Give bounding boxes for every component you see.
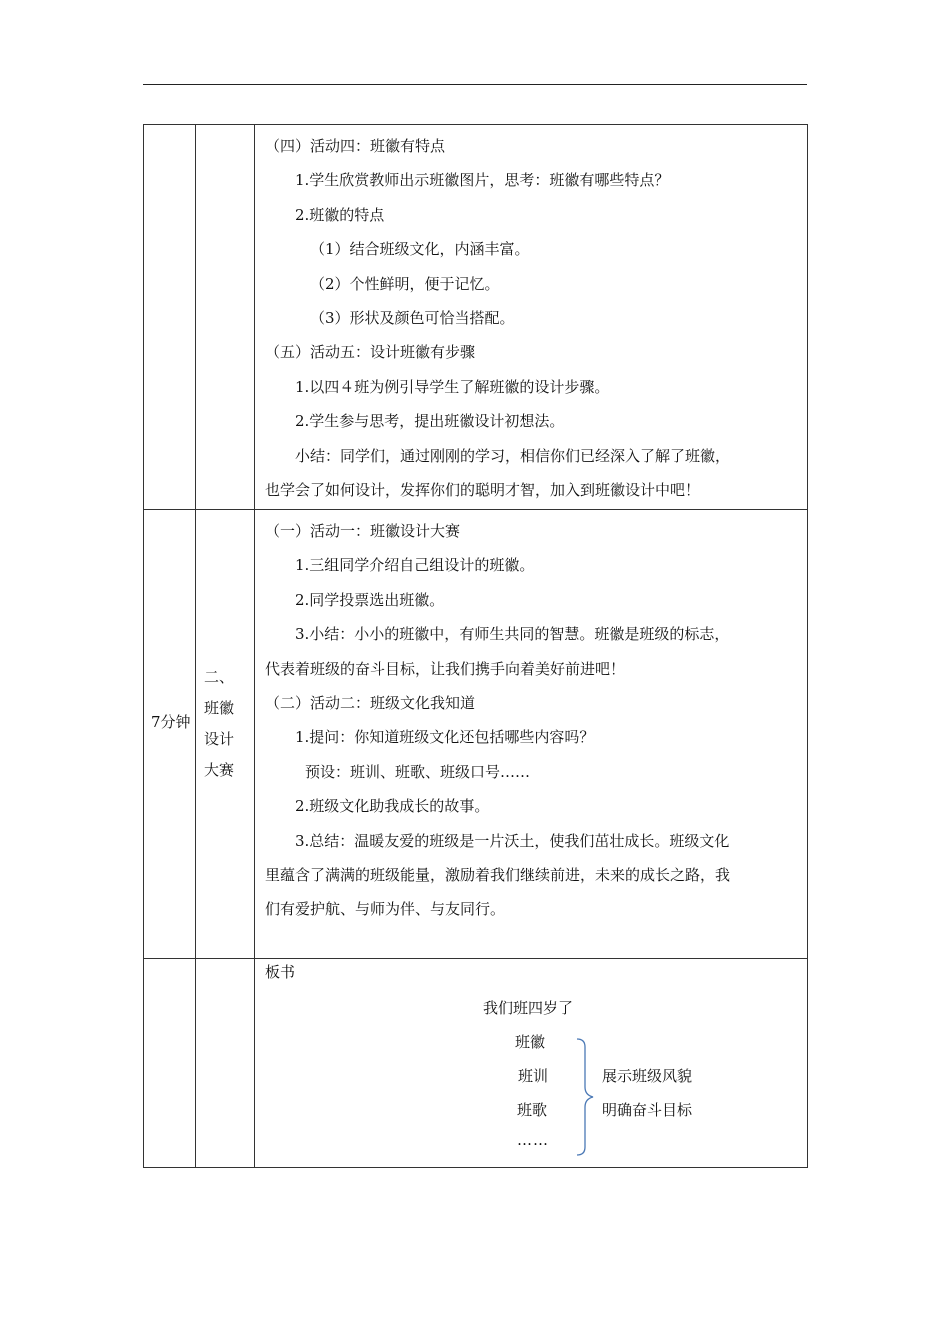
stage-line: 二、	[204, 668, 235, 686]
content-line: 1.三组同学介绍自己组设计的班徽。	[295, 556, 535, 575]
content-line: （3）形状及颜色可恰当搭配。	[310, 309, 515, 328]
content-line: （二）活动二：班级文化我知道	[265, 694, 476, 713]
stage-label	[204, 662, 248, 786]
content-line: 2.班级文化助我成长的故事。	[295, 797, 490, 816]
board-label: 板书	[265, 963, 296, 981]
header-rule	[143, 84, 807, 85]
stage-cell	[196, 959, 255, 1168]
stage-line: 大赛	[204, 761, 235, 779]
content-line: 2.同学投票选出班徽。	[295, 590, 445, 609]
content-line: 也学会了如何设计，发挥你们的聪明才智，加入到班徽设计中吧！	[265, 481, 701, 500]
content-line: 里蕴含了满满的班级能量，激励着我们继续前进，未来的成长之路，我	[265, 866, 731, 885]
content-line: （四）活动四：班徽有特点	[265, 137, 446, 155]
content-line: 1.学生欣赏教师出示班徽图片，思考：班徽有哪些特点？	[295, 171, 670, 190]
content-line: 3.总结：温暖友爱的班级是一片沃土，使我们茁壮成长。班级文化	[295, 831, 730, 850]
time-cell	[144, 125, 196, 510]
board-item: 班训	[518, 1067, 549, 1085]
lesson-plan-table	[143, 124, 808, 1168]
content-line: 小结：同学们，通过刚刚的学习，相信你们已经深入了解了班徽，	[295, 446, 731, 465]
content-line: 1.以四４班为例引导学生了解班徽的设计步骤。	[295, 377, 610, 396]
time-label: 7分钟	[151, 713, 191, 731]
board-title: 我们班四岁了	[483, 999, 574, 1017]
table-row-activity	[144, 125, 808, 510]
stage-cell	[196, 125, 255, 510]
board-summary: 明确奋斗目标	[602, 1101, 693, 1119]
content-cell	[255, 125, 808, 510]
blackboard-design	[255, 959, 807, 1167]
activity-content	[255, 125, 807, 507]
board-item: 班徽	[515, 1033, 546, 1051]
content-line: （2）个性鲜明，便于记忆。	[310, 274, 500, 293]
time-cell	[144, 959, 196, 1168]
content-line: 2.学生参与思考，提出班徽设计初想法。	[295, 412, 565, 431]
time-cell	[144, 510, 196, 959]
content-line: 3.小结：小小的班徽中，有师生共同的智慧。班徽是班级的标志，	[295, 625, 730, 644]
stage-line: 班徽	[204, 699, 235, 717]
curly-brace-icon	[573, 1037, 597, 1157]
content-cell	[255, 510, 808, 959]
table-row-board	[144, 959, 808, 1168]
content-line: 代表着班级的奋斗目标，让我们携手向着美好前进吧！	[265, 659, 626, 678]
stage-cell	[196, 510, 255, 959]
contest-content	[255, 510, 807, 927]
content-line: （五）活动五：设计班徽有步骤	[265, 343, 476, 362]
board-summary: 展示班级风貌	[602, 1067, 693, 1085]
content-line: 1.提问：你知道班级文化还包括哪些内容吗？	[295, 728, 595, 747]
content-line: 预设：班训、班歌、班级口号……	[305, 762, 531, 781]
content-line: 们有爱护航、与师为伴、与友同行。	[265, 900, 506, 919]
table-row-contest	[144, 510, 808, 959]
board-item: ……	[517, 1131, 549, 1149]
content-line: 2.班徽的特点	[295, 205, 385, 224]
content-line: （1）结合班级文化，内涵丰富。	[310, 240, 530, 259]
board-item: 班歌	[517, 1101, 548, 1119]
content-line: （一）活动一：班徽设计大赛	[265, 522, 461, 540]
board-cell	[255, 959, 808, 1168]
stage-line: 设计	[204, 730, 235, 748]
